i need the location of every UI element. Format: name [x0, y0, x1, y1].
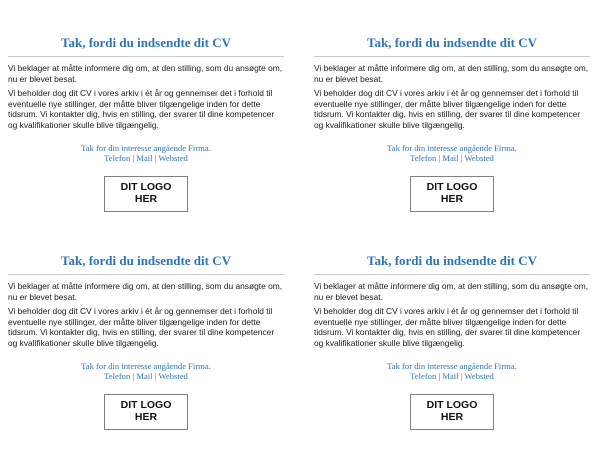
title-divider: [314, 56, 590, 57]
logo-placeholder[interactable]: [104, 394, 188, 430]
phone-link[interactable]: Telefon: [104, 153, 131, 164]
logo-text-line-2: HER: [440, 192, 464, 205]
card-title: Tak, fordi du indsendte dit CV: [366, 35, 537, 50]
mail-link[interactable]: Mail: [136, 371, 153, 382]
logo-text-line-2: HER: [134, 192, 158, 205]
phone-link[interactable]: Telefon: [410, 153, 437, 164]
mail-link[interactable]: Mail: [136, 153, 153, 164]
card-paragraph-1: Vi beklager at måtte informere dig om, at den stilling, som du ansøgte om, nu er blevet besat.: [8, 63, 283, 84]
thanks-block: [8, 143, 284, 164]
separator: |: [132, 153, 135, 164]
website-link[interactable]: Websted: [464, 371, 494, 382]
separator: |: [460, 153, 463, 164]
mail-link[interactable]: Mail: [442, 153, 459, 164]
separator: |: [438, 153, 441, 164]
thanks-block: [314, 143, 590, 164]
card-bottom-right: [314, 252, 590, 430]
separator: |: [438, 371, 441, 382]
contact-line: [8, 153, 284, 164]
card-title: Tak, fordi du indsendte dit CV: [366, 253, 537, 268]
card-title: Tak, fordi du indsendte dit CV: [60, 253, 231, 268]
logo-text-line-1: DIT LOGO: [120, 181, 172, 194]
phone-link[interactable]: Telefon: [410, 371, 437, 382]
card-bottom-left: [8, 252, 284, 430]
card-paragraph-2: Vi beholder dog dit CV i vores arkiv i ét år og gennemser det i forhold til eventuelle nye stillinger, der måtte bliver tilgængelige inden for dette tidsrum. Vi kontakter dig, hvis en stilling, der svarer til dine kompetencer og kvalifikationer skulle blive tilgængelig.: [8, 88, 275, 130]
card-paragraph-2: Vi beholder dog dit CV i vores arkiv i ét år og gennemser det i forhold til eventuelle nye stillinger, der måtte bliver tilgængelige inden for dette tidsrum. Vi kontakter dig, hvis en stilling, der svarer til dine kompetencer og kvalifikationer skulle blive tilgængelig.: [8, 306, 275, 348]
card-paragraph-2: Vi beholder dog dit CV i vores arkiv i ét år og gennemser det i forhold til eventuelle nye stillinger, der måtte bliver tilgængelige inden for dette tidsrum. Vi kontakter dig, hvis en stilling, der svarer til dine kompetencer og kvalifikationer skulle blive tilgængelig.: [314, 306, 581, 348]
logo-text-line-2: HER: [440, 410, 464, 423]
thanks-block: [8, 361, 284, 382]
card-top-left: [8, 34, 284, 212]
title-divider: [314, 274, 590, 275]
title-divider: [8, 56, 284, 57]
website-link[interactable]: Websted: [158, 371, 188, 382]
logo-text-line-2: HER: [134, 410, 158, 423]
logo-placeholder[interactable]: [410, 394, 494, 430]
contact-line: [314, 371, 590, 382]
separator: |: [154, 153, 157, 164]
separator: |: [154, 371, 157, 382]
logo-placeholder[interactable]: [104, 176, 188, 212]
card-paragraph-1: Vi beklager at måtte informere dig om, at den stilling, som du ansøgte om, nu er blevet besat.: [8, 281, 283, 302]
card-top-right: [314, 34, 590, 212]
mail-link[interactable]: Mail: [442, 371, 459, 382]
logo-text-line-1: DIT LOGO: [120, 399, 172, 412]
thanks-block: [314, 361, 590, 382]
thanks-line: Tak for din interesse angående Firma.: [387, 360, 517, 371]
phone-link[interactable]: Telefon: [104, 371, 131, 382]
separator: |: [132, 371, 135, 382]
card-paragraph-1: Vi beklager at måtte informere dig om, at den stilling, som du ansøgte om, nu er blevet besat.: [314, 63, 589, 84]
title-divider: [8, 274, 284, 275]
card-title: Tak, fordi du indsendte dit CV: [60, 35, 231, 50]
logo-text-line-1: DIT LOGO: [426, 181, 478, 194]
thanks-line: Tak for din interesse angående Firma.: [387, 142, 517, 153]
website-link[interactable]: Websted: [158, 153, 188, 164]
thanks-line: Tak for din interesse angående Firma.: [81, 142, 211, 153]
card-paragraph-2: Vi beholder dog dit CV i vores arkiv i ét år og gennemser det i forhold til eventuelle nye stillinger, der måtte bliver tilgængelige inden for dette tidsrum. Vi kontakter dig, hvis en stilling, der svarer til dine kompetencer og kvalifikationer skulle blive tilgængelig.: [314, 88, 581, 130]
website-link[interactable]: Websted: [464, 153, 494, 164]
logo-text-line-1: DIT LOGO: [426, 399, 478, 412]
thanks-line: Tak for din interesse angående Firma.: [81, 360, 211, 371]
contact-line: [314, 153, 590, 164]
card-paragraph-1: Vi beklager at måtte informere dig om, at den stilling, som du ansøgte om, nu er blevet besat.: [314, 281, 589, 302]
logo-placeholder[interactable]: [410, 176, 494, 212]
separator: |: [460, 371, 463, 382]
contact-line: [8, 371, 284, 382]
